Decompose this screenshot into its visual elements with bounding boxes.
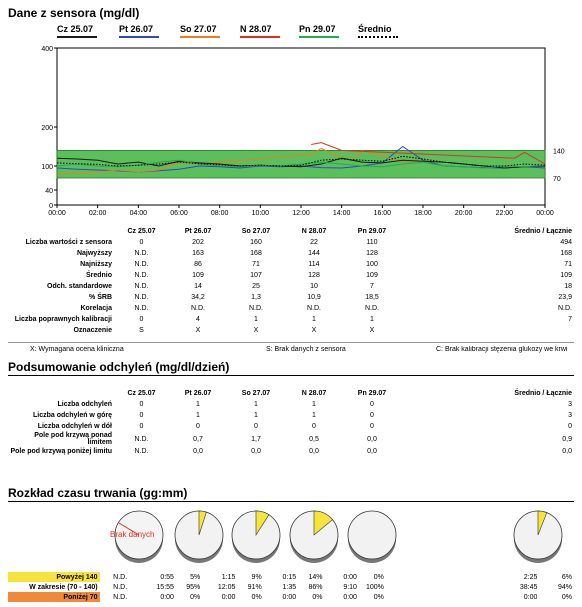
table-cell: N.D. — [134, 272, 149, 279]
duration-row-label: Poniżej 70 — [8, 592, 100, 602]
table-cell: X — [311, 327, 317, 334]
table-cell: 0,0 — [367, 448, 377, 455]
table-row — [8, 325, 574, 336]
table-row — [8, 292, 574, 303]
table-cell: 114 — [308, 261, 320, 268]
duration-cell: 15:55 — [156, 583, 174, 591]
table-cell: 0 — [139, 316, 144, 323]
deviations-header-row — [8, 388, 574, 399]
duration-cell: 0% — [561, 593, 572, 601]
duration-cell: 0:00 — [343, 593, 357, 601]
table-cell: 71 — [564, 261, 572, 268]
table-cell: 0 — [196, 423, 200, 430]
table-cell: 1 — [312, 412, 316, 419]
target-label: 140 — [553, 148, 565, 156]
legend-line-cz — [57, 36, 97, 38]
stats-table-wrapper — [8, 226, 574, 336]
legend-item-pn: Pn 29.07 — [299, 24, 336, 34]
table-cell: 0 — [370, 412, 374, 419]
duration-cell: 0% — [312, 593, 323, 601]
duration-pie — [514, 511, 562, 563]
table-cell: 10 — [310, 283, 318, 290]
duration-table — [8, 572, 574, 602]
duration-cell: 91% — [247, 583, 262, 591]
dev-col-header: N 28.07 — [301, 390, 327, 397]
row-label: Oznaczenie — [73, 327, 112, 334]
table-cell: 1,3 — [251, 294, 261, 301]
table-cell: 3 — [568, 401, 572, 408]
table-cell: 0,0 — [193, 448, 203, 455]
table-cell: X — [369, 327, 375, 334]
table-cell: 10,9 — [307, 294, 321, 301]
table-row — [8, 314, 574, 325]
duration-cell: 1:15 — [221, 573, 236, 581]
duration-pie — [290, 511, 338, 563]
table-cell: 0,0 — [309, 448, 319, 455]
x-tick-label: 14:00 — [332, 210, 351, 217]
table-cell: 109 — [192, 272, 204, 279]
table-cell: N.D. — [134, 435, 149, 443]
deviations-table — [8, 388, 574, 457]
stats-col-header: Cz 25.07 — [127, 228, 156, 235]
table-cell: 0 — [370, 401, 374, 408]
duration-cell: 100% — [366, 583, 384, 591]
y-tick-label: 200 — [41, 125, 53, 132]
y-tick-label: 0 — [49, 203, 53, 210]
y-tick-label: 40 — [45, 188, 53, 195]
table-cell: 202 — [192, 239, 204, 246]
table-cell: N.D. — [249, 305, 263, 312]
legend-item-cz: Cz 25.07 — [57, 24, 94, 34]
legend-line-avg — [358, 36, 398, 38]
table-cell: N.D. — [134, 261, 149, 268]
table-row — [8, 281, 574, 292]
row-label: Pole pod krzywą poniżej limitu — [10, 448, 112, 455]
table-cell: 7 — [370, 283, 374, 290]
x-tick-label: 20:00 — [454, 210, 473, 217]
table-cell: 0 — [370, 423, 374, 430]
footnote-x: X: Wymagana ocena kliniczna — [30, 346, 124, 353]
table-cell: 0,0 — [562, 448, 572, 455]
legend-item-so: So 27.07 — [180, 24, 217, 34]
x-tick-label: 16:00 — [373, 210, 392, 217]
table-cell: 1 — [370, 316, 374, 323]
table-cell: N.D. — [134, 250, 149, 257]
table-cell: 110 — [366, 239, 378, 246]
table-cell: 18,5 — [365, 294, 379, 301]
legend-line-so — [180, 36, 220, 38]
stats-divider — [8, 342, 574, 343]
legend-item-avg: Średnio — [358, 24, 392, 34]
duration-row — [8, 592, 574, 602]
stats-col-header: Średnio / Łącznie — [514, 228, 572, 235]
table-cell: 128 — [366, 250, 378, 257]
table-cell: 1 — [196, 401, 200, 408]
table-cell: 168 — [560, 250, 572, 257]
table-cell: 107 — [250, 272, 262, 279]
spacer — [386, 592, 470, 602]
dev-col-header: So 27.07 — [241, 390, 271, 397]
deviations-table-wrapper — [8, 388, 574, 457]
duration-cell: 6% — [561, 573, 572, 581]
table-row — [8, 432, 574, 446]
table-row — [8, 248, 574, 259]
table-row — [8, 410, 574, 421]
table-cell: 4 — [196, 316, 200, 323]
table-row — [8, 270, 574, 281]
duration-cell: 0% — [190, 593, 201, 601]
dev-col-header: Średnio / Łącznie — [514, 390, 572, 397]
table-cell: 1,7 — [251, 435, 261, 443]
table-cell: N.D. — [134, 305, 149, 312]
table-cell: 163 — [192, 250, 204, 257]
duration-cell: 0:55 — [160, 573, 174, 581]
deviations-title-rule — [8, 375, 574, 376]
duration-cell: 0% — [251, 593, 262, 601]
row-label: Liczba odchyleń w dół — [37, 423, 112, 430]
glucose-line-chart — [0, 40, 582, 220]
row-label: Liczba poprawnych kalibracji — [14, 316, 112, 323]
table-cell: N.D. — [365, 305, 379, 312]
duration-cell: 86% — [308, 583, 323, 591]
table-cell: S — [139, 327, 144, 334]
duration-cell: 2:25 — [523, 573, 538, 581]
stats-header-row — [8, 226, 574, 237]
table-cell: 168 — [250, 250, 262, 257]
row-label: Liczba wartości z sensora — [25, 239, 112, 246]
table-cell — [401, 325, 574, 336]
duration-table-wrapper — [8, 572, 574, 602]
table-cell: 144 — [308, 250, 320, 257]
sensor-data-title: Dane z sensora (mg/dl) — [8, 6, 140, 20]
x-tick-label: 08:00 — [210, 210, 229, 217]
row-label: Odch. standardowe — [47, 283, 112, 290]
duration-pie — [232, 511, 280, 563]
duration-title-rule — [8, 501, 574, 502]
stats-col-header: Pt 26.07 — [184, 228, 212, 235]
table-cell: 109 — [560, 272, 572, 279]
duration-title: Rozkład czasu trwania (gg:mm) — [8, 486, 188, 500]
duration-cell: 5% — [190, 573, 201, 581]
duration-row-label: Powyżej 140 — [8, 572, 100, 582]
table-cell: 0,0 — [251, 448, 261, 455]
duration-row — [8, 582, 574, 592]
row-label: Korelacja — [80, 305, 112, 312]
x-tick-label: 04:00 — [129, 210, 148, 217]
duration-pie — [175, 511, 223, 563]
table-cell: 71 — [252, 261, 260, 268]
legend-line-pt — [119, 36, 159, 38]
table-cell: 25 — [252, 283, 260, 290]
table-cell: 34,2 — [191, 294, 205, 301]
table-row — [8, 237, 574, 248]
table-cell: 0,0 — [367, 435, 377, 443]
stats-col-header: N 28.07 — [301, 228, 327, 235]
target-label: 70 — [553, 176, 561, 183]
table-cell: 3 — [568, 412, 572, 419]
duration-row — [8, 572, 574, 582]
row-label: Liczba odchyleń w górę — [33, 412, 112, 419]
x-tick-label: 10:00 — [251, 210, 270, 217]
duration-cell: 94% — [557, 583, 572, 591]
duration-row-label: W zakresie (70 - 140) — [8, 582, 100, 592]
table-cell: X — [253, 327, 259, 334]
duration-cell: 0% — [373, 573, 384, 581]
duration-cell: 0:15 — [282, 573, 297, 581]
table-cell: 1 — [312, 401, 316, 408]
legend-line-n — [240, 36, 280, 38]
table-cell: N.D. — [134, 294, 149, 301]
x-tick-label: 00:00 — [48, 210, 66, 217]
row-label: Liczba odchyleń — [57, 401, 112, 408]
legend-item-n: N 28.07 — [240, 24, 272, 34]
spacer — [386, 582, 470, 592]
stats-col-header: So 27.07 — [241, 228, 271, 235]
table-row — [8, 421, 574, 432]
table-cell: 23,9 — [558, 294, 572, 301]
table-cell: N.D. — [134, 448, 149, 455]
table-row — [8, 303, 574, 314]
table-cell: 14 — [194, 283, 202, 290]
x-tick-label: 02:00 — [88, 210, 107, 217]
row-label: Pole pod krzywą ponad limitem — [34, 432, 112, 446]
table-row — [8, 446, 574, 457]
table-cell: 100 — [366, 261, 378, 268]
table-cell: 160 — [250, 239, 262, 246]
x-tick-label: 18:00 — [414, 210, 432, 217]
duration-cell: 9:10 — [343, 583, 357, 591]
table-cell: 0 — [254, 423, 258, 430]
duration-cell: N.D. — [113, 583, 128, 591]
table-cell: 109 — [366, 272, 378, 279]
table-cell: 0,5 — [309, 435, 319, 443]
table-cell: 1 — [312, 316, 316, 323]
x-tick-label: 00:00 — [536, 210, 554, 217]
table-cell: 7 — [568, 316, 572, 323]
table-cell: 0 — [139, 423, 144, 430]
deviations-title: Podsumowanie odchyleń (mg/dl/dzień) — [8, 360, 230, 374]
dev-col-header: Pn 29.07 — [357, 390, 387, 397]
row-label: Najniższy — [80, 261, 112, 268]
dev-col-header: Cz 25.07 — [127, 390, 156, 397]
table-row — [8, 399, 574, 410]
duration-cell: 1:35 — [282, 583, 297, 591]
duration-cell: 14% — [308, 573, 323, 581]
dev-col-header: Pt 26.07 — [184, 390, 212, 397]
legend-item-pt: Pt 26.07 — [119, 24, 154, 34]
duration-cell: 0% — [373, 593, 384, 601]
table-cell: 0,9 — [562, 435, 572, 443]
plot-frame — [57, 48, 545, 205]
no-data-label: Brak danych — [110, 530, 155, 539]
table-cell: N.D. — [134, 283, 149, 290]
y-tick-label: 400 — [41, 46, 53, 53]
table-cell: 1 — [254, 401, 258, 408]
legend-line-pn — [299, 36, 339, 38]
table-cell: N.D. — [191, 305, 205, 312]
table-row — [8, 259, 574, 270]
row-label: Najwyższy — [76, 250, 112, 257]
table-cell: 0,7 — [193, 435, 203, 443]
duration-cell: N.D. — [113, 593, 128, 601]
row-label: Średnio — [85, 272, 112, 279]
table-cell: X — [195, 327, 201, 334]
duration-cell: 12:05 — [217, 583, 236, 591]
x-tick-label: 22:00 — [495, 210, 514, 217]
table-cell: 0 — [568, 423, 572, 430]
duration-cell: 0:00 — [221, 593, 236, 601]
duration-cell: 0:00 — [282, 593, 297, 601]
x-tick-label: 06:00 — [170, 210, 188, 217]
duration-cell: 9% — [251, 573, 262, 581]
stats-col-header: Pn 29.07 — [357, 228, 387, 235]
duration-cell: N.D. — [113, 573, 128, 581]
table-cell: 86 — [194, 261, 202, 268]
table-cell: 0 — [139, 401, 144, 408]
duration-pie — [348, 511, 396, 563]
footnote-c: C: Brak kalibracji stężenia glukozy we krwi — [436, 346, 568, 353]
table-cell: 0 — [139, 412, 144, 419]
table-cell: 494 — [560, 239, 572, 246]
table-cell: 1 — [196, 412, 200, 419]
y-tick-label: 100 — [41, 164, 53, 171]
duration-cell: 0:00 — [160, 593, 174, 601]
table-cell: 18 — [564, 283, 572, 290]
duration-pies — [0, 505, 582, 571]
table-cell: 1 — [254, 316, 258, 323]
pie-base — [348, 511, 396, 559]
table-cell: 0 — [139, 239, 144, 246]
duration-cell: 0:00 — [343, 573, 357, 581]
duration-cell: 0:00 — [523, 593, 538, 601]
table-cell: N.D. — [558, 305, 572, 312]
row-label: % ŚRB — [89, 294, 112, 301]
table-cell: 22 — [310, 239, 318, 246]
table-cell: N.D. — [307, 305, 321, 312]
table-cell: 0 — [312, 423, 316, 430]
duration-cell: 95% — [186, 583, 201, 591]
table-cell: 1 — [254, 412, 258, 419]
footnote-s: S: Brak danych z sensora — [266, 346, 346, 353]
duration-cell: 38:45 — [519, 583, 538, 591]
x-tick-label: 12:00 — [292, 210, 310, 217]
spacer — [386, 572, 470, 582]
table-cell: 128 — [308, 272, 320, 279]
stats-table — [8, 226, 574, 336]
